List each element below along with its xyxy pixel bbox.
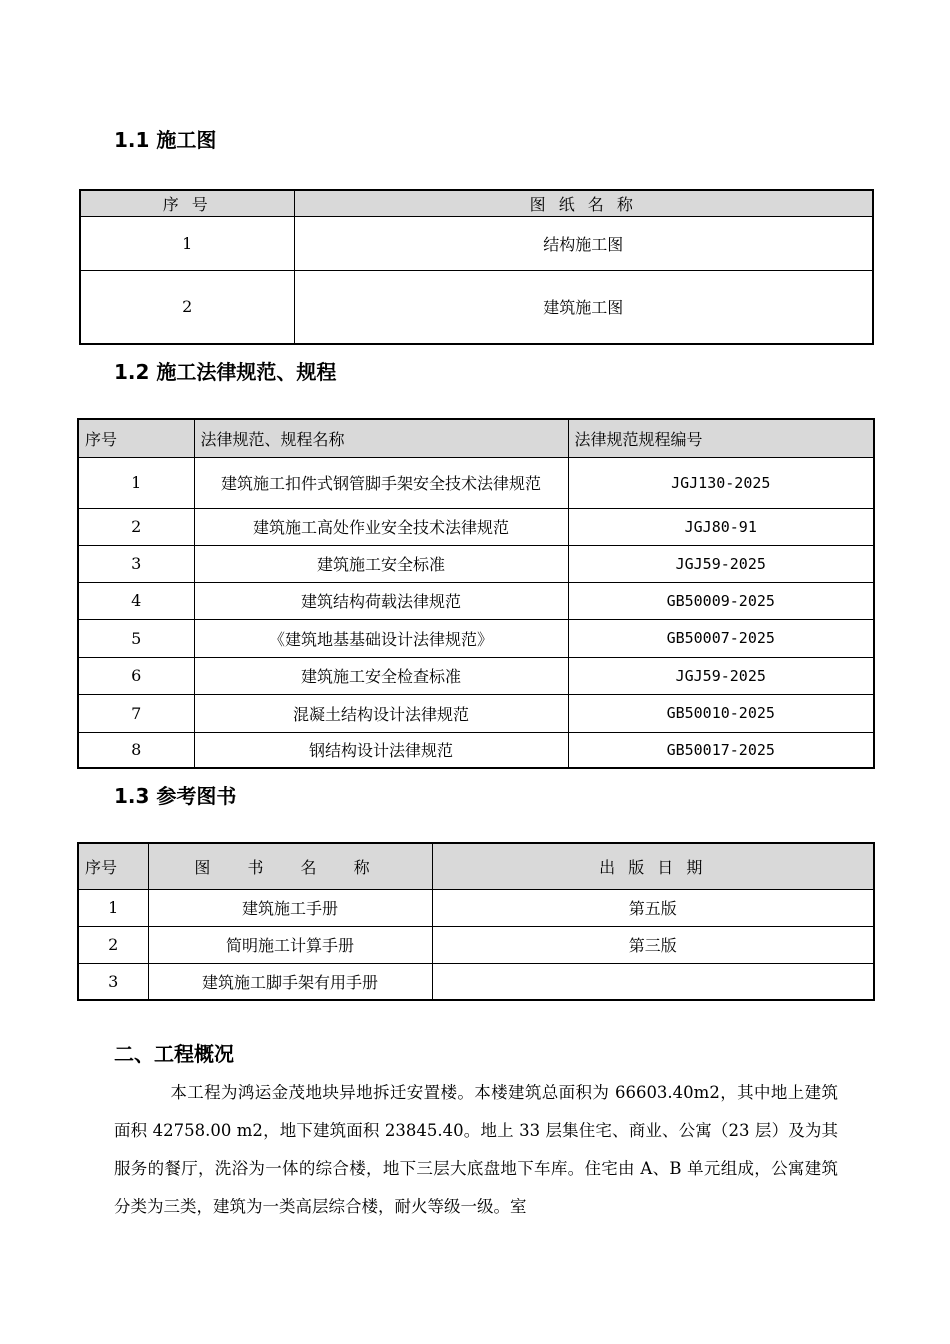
table-row (78, 457, 874, 508)
regulation-code: GB50007-2025 (568, 619, 874, 657)
table-row (80, 270, 873, 344)
row-number: 5 (78, 619, 194, 657)
section-heading-project-overview: 二、工程概况 (114, 1042, 234, 1066)
regulation-name: 建筑施工高处作业安全技术法律规范 (194, 508, 568, 545)
table-row (78, 657, 874, 694)
row-number: 4 (78, 582, 194, 619)
table-header-row (78, 419, 874, 457)
column-header-book-name: 图 书 名 称 (148, 843, 432, 889)
project-overview-paragraph (114, 1074, 838, 1226)
drawing-name: 结构施工图 (294, 216, 873, 270)
references-table (77, 842, 875, 1001)
table-row (78, 582, 874, 619)
drawings-table (79, 189, 874, 345)
column-header-number: 序 号 (80, 190, 294, 216)
table-row (78, 732, 874, 768)
regulation-code: JGJ59-2025 (568, 657, 874, 694)
regulation-code: JGJ130-2025 (568, 457, 874, 508)
table-row (80, 216, 873, 270)
book-edition: 第五版 (432, 889, 874, 926)
table-row (78, 694, 874, 732)
table-row (78, 619, 874, 657)
book-name: 建筑施工脚手架有用手册 (148, 963, 432, 1000)
row-number: 2 (78, 508, 194, 545)
regulation-name: 《建筑地基基础设计法律规范》 (194, 619, 568, 657)
column-header-edition: 出 版 日 期 (432, 843, 874, 889)
regulation-name: 混凝土结构设计法律规范 (194, 694, 568, 732)
regulation-code: GB50017-2025 (568, 732, 874, 768)
regulation-name: 钢结构设计法律规范 (194, 732, 568, 768)
row-number: 2 (80, 270, 294, 344)
row-number: 6 (78, 657, 194, 694)
row-number: 1 (78, 889, 148, 926)
table-row (78, 963, 874, 1000)
row-number: 8 (78, 732, 194, 768)
table-header-row (78, 843, 874, 889)
table-row (78, 926, 874, 963)
regulations-table (77, 418, 875, 769)
column-header-number: 序号 (78, 843, 148, 889)
book-edition (432, 963, 874, 1000)
row-number: 7 (78, 694, 194, 732)
regulation-code: GB50010-2025 (568, 694, 874, 732)
row-number: 1 (80, 216, 294, 270)
row-number: 1 (78, 457, 194, 508)
drawing-name: 建筑施工图 (294, 270, 873, 344)
book-name: 简明施工计算手册 (148, 926, 432, 963)
book-name: 建筑施工手册 (148, 889, 432, 926)
section-heading-drawings: 1.1 施工图 (114, 128, 217, 152)
regulation-name: 建筑施工安全标准 (194, 545, 568, 582)
column-header-regulation-name: 法律规范、规程名称 (194, 419, 568, 457)
section-heading-regulations: 1.2 施工法律规范、规程 (114, 360, 337, 384)
table-row (78, 508, 874, 545)
column-header-number: 序号 (78, 419, 194, 457)
regulation-code: JGJ80-91 (568, 508, 874, 545)
regulation-name: 建筑施工扣件式钢管脚手架安全技术法律规范 (194, 457, 568, 508)
row-number: 2 (78, 926, 148, 963)
regulation-name: 建筑结构荷载法律规范 (194, 582, 568, 619)
table-header-row (80, 190, 873, 216)
book-edition: 第三版 (432, 926, 874, 963)
regulation-code: GB50009-2025 (568, 582, 874, 619)
column-header-regulation-code: 法律规范规程编号 (568, 419, 874, 457)
table-row (78, 889, 874, 926)
project-overview-text: 本工程为鸿运金茂地块异地拆迁安置楼。本楼建筑总面积为 66603.40m2，其中地上建筑面积 42758.00 m2，地下建筑面积 23845.40。地上 33 层集住宅、商业、公寓（23 层）及为其服务的餐厅，洗浴为一体的综合楼，地下三层大底盘地下车库。住宅由 A、B 单元组成，公寓建筑分类为三类，建筑为一类高层综合楼，耐火等级一级。室 (114, 1083, 838, 1216)
regulation-code: JGJ59-2025 (568, 545, 874, 582)
row-number: 3 (78, 545, 194, 582)
regulation-name: 建筑施工安全检查标准 (194, 657, 568, 694)
column-header-drawing-name: 图 纸 名 称 (294, 190, 873, 216)
section-heading-references: 1.3 参考图书 (114, 784, 237, 808)
row-number: 3 (78, 963, 148, 1000)
table-row (78, 545, 874, 582)
